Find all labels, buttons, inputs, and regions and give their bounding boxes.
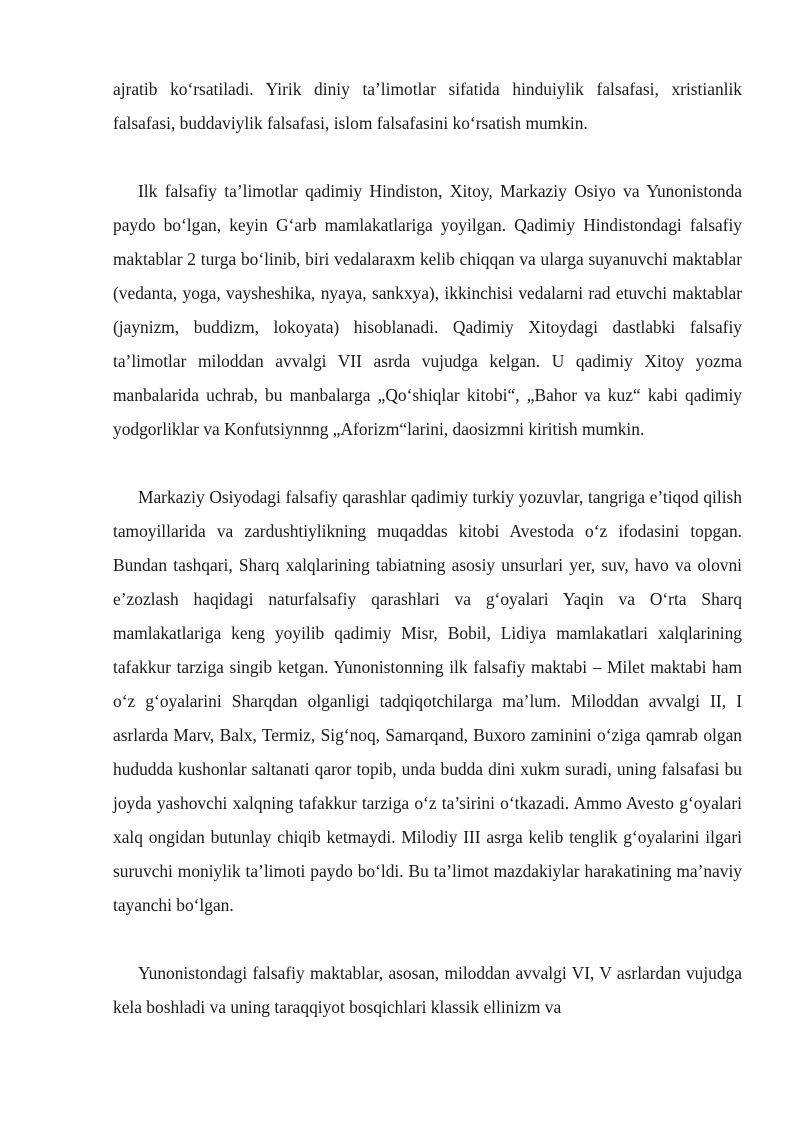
paragraph-continuation: ajratib ko‘rsatiladi. Yirik diniy ta’limotlar sifatida hinduiylik falsafasi, xristianlik falsafasi, buddaviylik falsafasi, islom falsafasini ko‘rsatish mumkin. [113,79,742,133]
paragraph-central-asia: Markaziy Osiyodagi falsafiy qarashlar qadimiy turkiy yozuvlar, tangriga e’tiqod qilish tamoyillarida va zardushtiylikning muqaddas kitobi Avestoda o‘z ifodasini topgan. Bundan tashqari, Sharq xalqlarining tabiatning asosiy unsurlari yer, suv, havo va olovni e’zozlash haqidagi naturfalsafiy qarashlari va g‘oyalari Yaqin va O‘rta Sharq mamlakatlariga keng yoyilib qadimiy Misr, Bobil, Lidiya mamlakatlari xalqlarining tafakkur tarziga singib ketgan. Yunonistonning ilk falsafiy maktabi – Milet maktabi ham o‘z g‘oyalarini Sharqdan olganligi tadqiqotchilarga ma’lum. Miloddan avvalgi II, I asrlarda Marv, Balx, Termiz, Sig‘noq, Samarqand, Buxoro zaminini o‘ziga qamrab olgan hududda kushonlar saltanati qaror topib, unda budda dini xukm suradi, uning falsafasi bu joyda yashovchi xalqning tafakkur tarziga o‘z ta’sirini o‘tkazadi. Ammo Avesto g‘oyalari xalq ongidan butunlay chiqib ketmaydi. Milodiy III asrga kelib tenglik g‘oyalarini ilgari suruvchi moniylik ta’limoti paydo bo‘ldi. Bu ta’limot mazdakiylar harakatining ma’naviy tayanchi bo‘lgan. [113,487,742,915]
document-page [113,72,742,1024]
paragraph-early-teachings: Ilk falsafiy ta’limotlar qadimiy Hindiston, Xitoy, Markaziy Osiyo va Yunonistonda paydo bo‘lgan, keyin G‘arb mamlakatlariga yoyilgan. Qadimiy Hindistondagi falsafiy maktablar 2 turga bo‘linib, biri vedalaraxm kelib chiqqan va ularga suyanuvchi maktablar (vedanta, yoga, vaysheshika, nyaya, sankxya), ikkinchisi vedalarni rad etuvchi maktablar (jaynizm, buddizm, lokoyata) hisoblanadi. Qadimiy Xitoydagi dastlabki falsafiy ta’limotlar miloddan avvalgi VII asrda vujudga kelgan. U qadimiy Xitoy yozma manbalarida uchrab, bu manbalarga „Qo‘shiqlar kitobi“, „Bahor va kuz“ kabi qadimiy yodgorliklar va Konfutsiynnng „Aforizm“larini, daosizmni kiritish mumkin. [113,181,742,439]
paragraph-greece: Yunonistondagi falsafiy maktablar, asosan, miloddan avvalgi VI, V asrlardan vujudga kela boshladi va uning taraqqiyot bosqichlari klassik ellinizm va [113,963,742,1017]
